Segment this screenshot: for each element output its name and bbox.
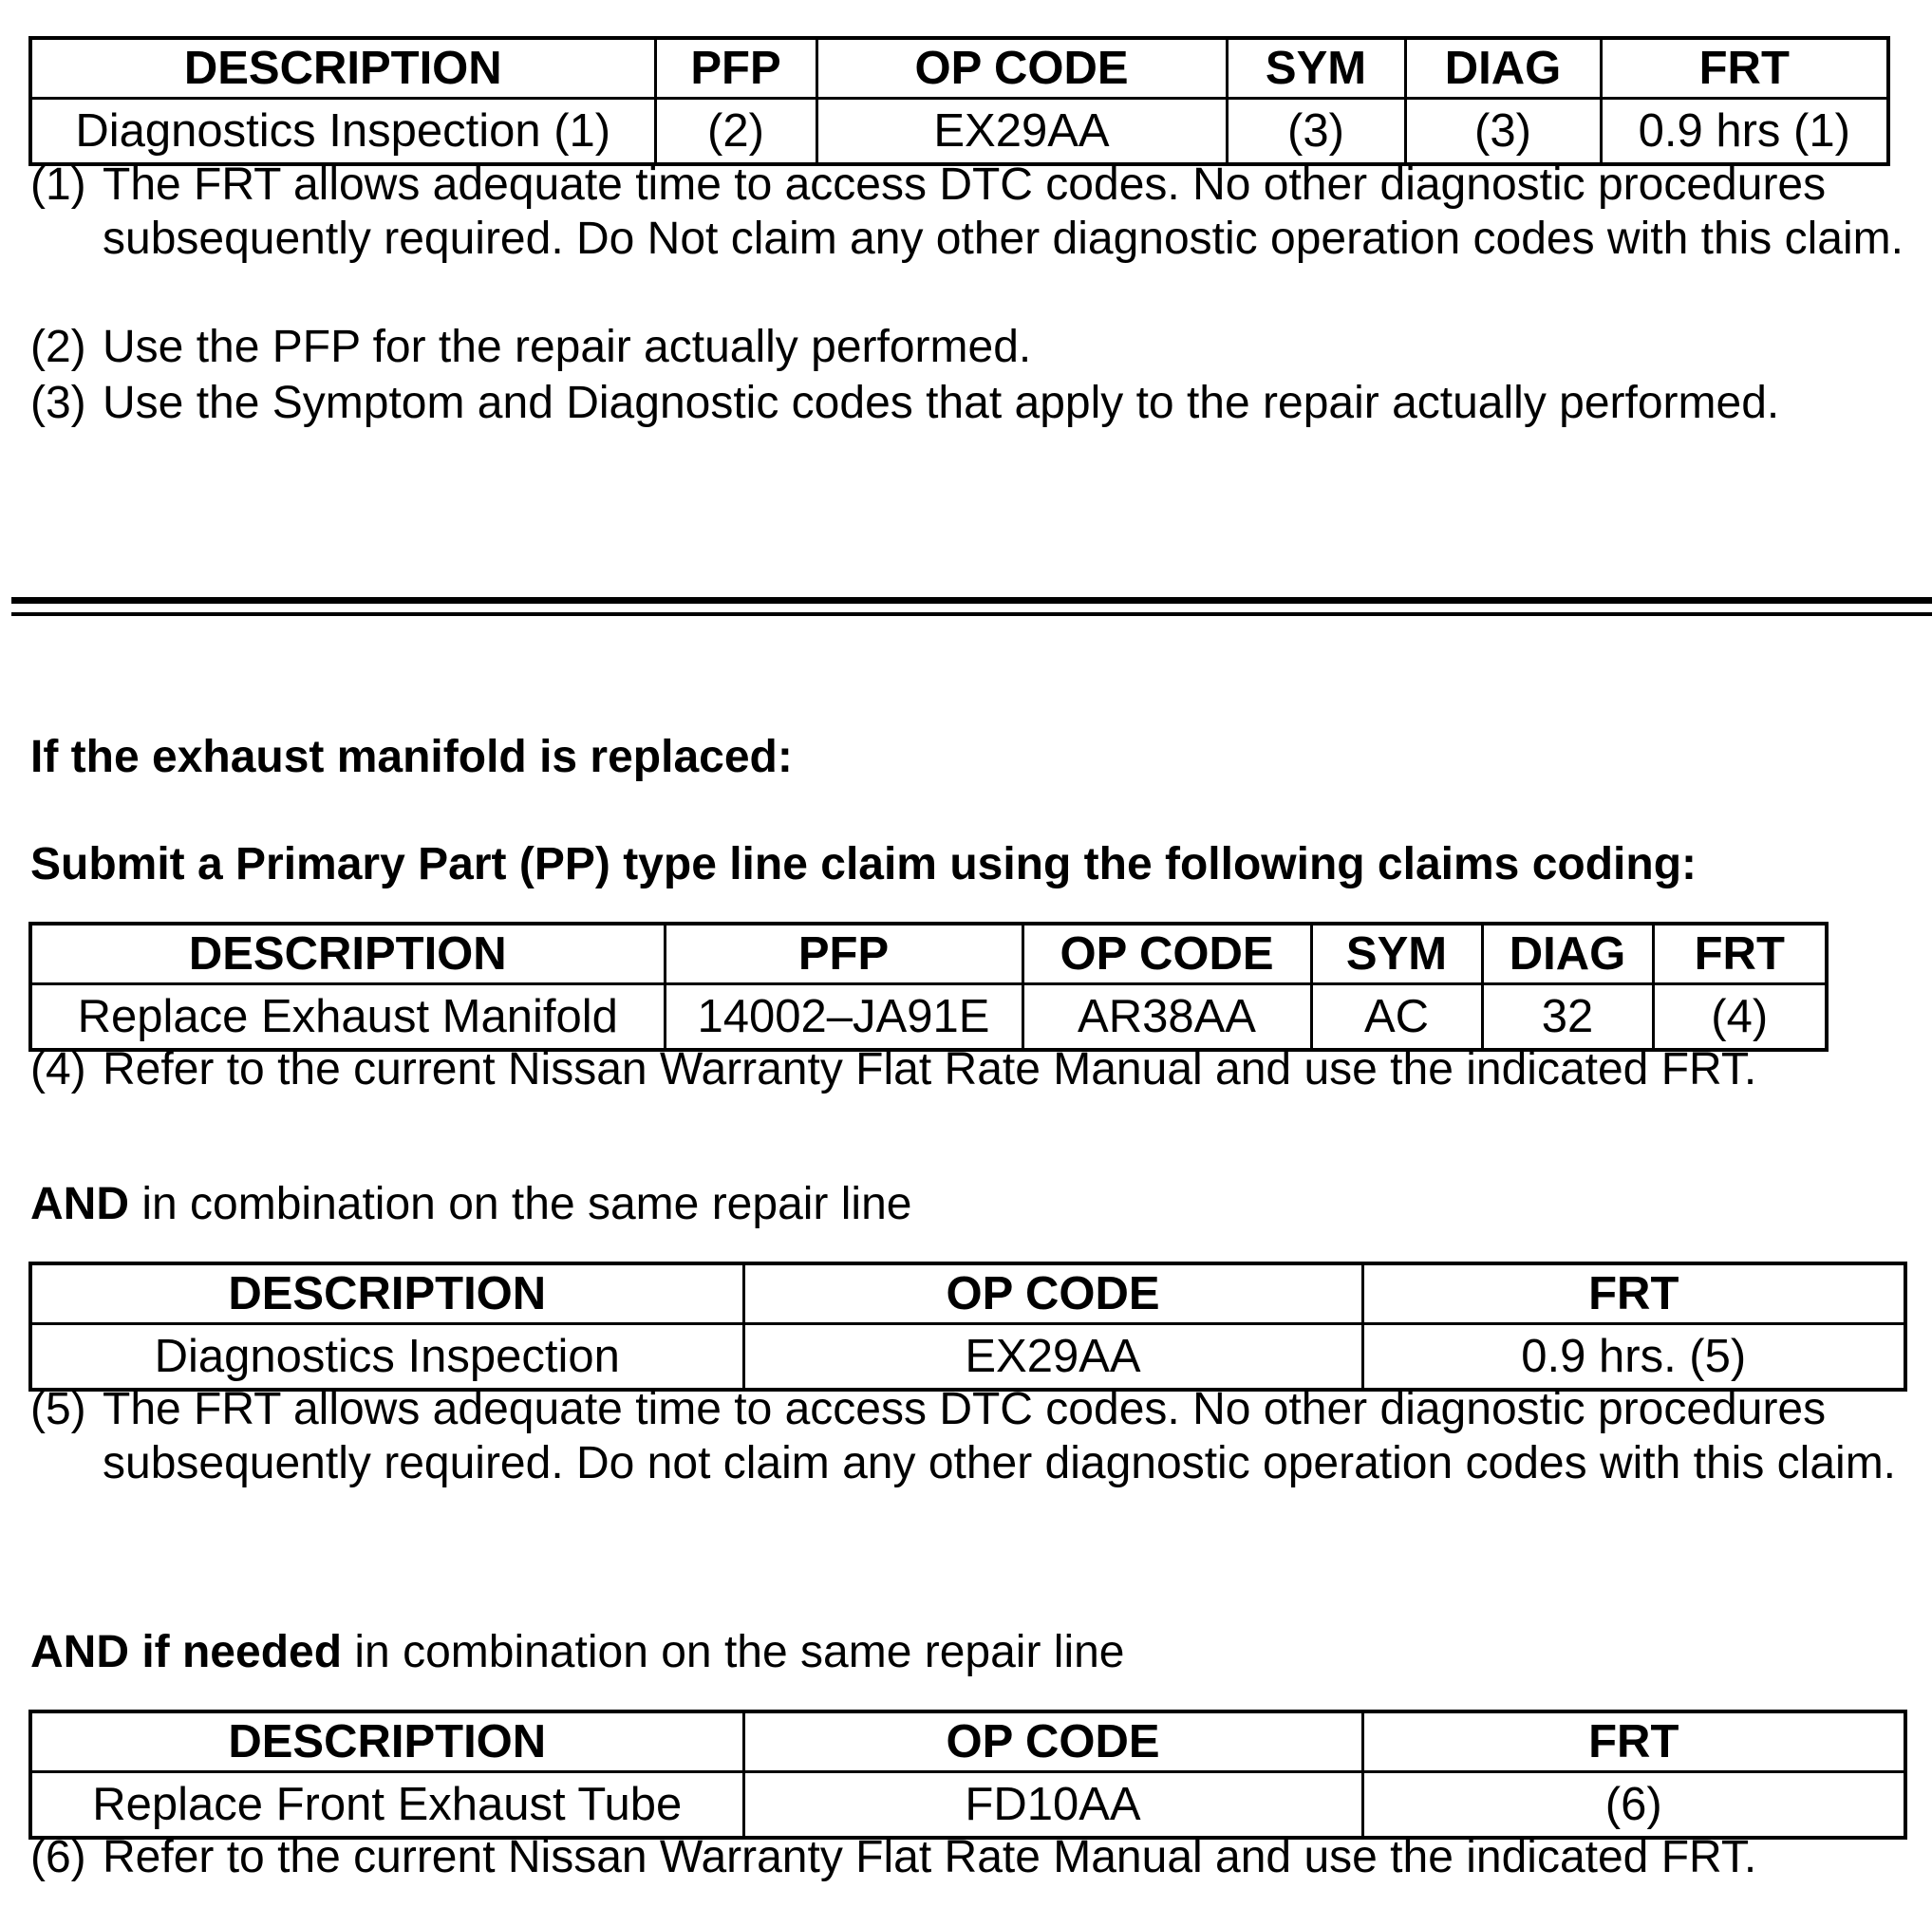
cell-sym: (3) <box>1227 99 1405 165</box>
header-sym: SYM <box>1311 924 1482 984</box>
combination-instruction <box>30 1177 911 1231</box>
cell-pfp: (2) <box>655 99 816 165</box>
claim-instruction: Submit a Primary Part (PP) type line claim using the following claims coding: <box>30 839 1697 889</box>
footnote-text: The FRT allows adequate time to access DTC codes. No other diagnostic procedures subsequently required. Do Not claim any other diagnostic operation codes with this claim. <box>103 159 1904 264</box>
header-sym: SYM <box>1227 38 1405 99</box>
cell-op-code: FD10AA <box>743 1772 1362 1839</box>
combination-text: in combination on the same repair line <box>342 1627 1125 1677</box>
table-header-row <box>30 38 1888 99</box>
combination-text: in combination on the same repair line <box>129 1179 912 1229</box>
footnote-text: The FRT allows adequate time to access DTC codes. No other diagnostic procedures subsequently required. Do not claim any other diagnostic operation codes with this claim. <box>103 1384 1897 1488</box>
footnote-5 <box>30 1382 1920 1490</box>
cell-description: Diagnostics Inspection (1) <box>30 99 655 165</box>
cell-diag: 32 <box>1482 984 1653 1051</box>
header-op-code: OP CODE <box>743 1263 1362 1324</box>
cell-sym: AC <box>1311 984 1482 1051</box>
cell-diag: (3) <box>1405 99 1601 165</box>
combination-keyword: AND <box>30 1179 129 1229</box>
exhaust-manifold-claim-table <box>28 922 1829 1052</box>
footnote-text: Use the Symptom and Diagnostic codes that apply to the repair actually performed. <box>103 378 1780 428</box>
cell-frt: 0.9 hrs (1) <box>1601 99 1888 165</box>
cell-description: Replace Front Exhaust Tube <box>30 1772 743 1839</box>
header-frt: FRT <box>1362 1263 1905 1324</box>
table-row <box>30 1772 1905 1839</box>
diagnostics-claim-table <box>28 36 1890 166</box>
header-frt: FRT <box>1653 924 1827 984</box>
footnote-text: Refer to the current Nissan Warranty Flat Rate Manual and use the indicated FRT. <box>103 1044 1757 1094</box>
table-row <box>30 99 1888 165</box>
cell-op-code: EX29AA <box>816 99 1227 165</box>
header-op-code: OP CODE <box>743 1711 1362 1772</box>
cell-frt: (4) <box>1653 984 1827 1051</box>
table-header-row <box>30 1711 1905 1772</box>
header-description: DESCRIPTION <box>30 1711 743 1772</box>
header-description: DESCRIPTION <box>30 924 665 984</box>
footnote-number: (2) <box>30 322 86 372</box>
diagnostics-combination-table <box>28 1262 1907 1392</box>
cell-frt: (6) <box>1362 1772 1905 1839</box>
cell-op-code: AR38AA <box>1022 984 1311 1051</box>
optional-combination-instruction <box>30 1625 1125 1679</box>
table-header-row <box>30 1263 1905 1324</box>
header-description: DESCRIPTION <box>30 1263 743 1324</box>
footnote-number: (4) <box>30 1044 86 1094</box>
footnote-3 <box>30 376 1920 430</box>
footnote-1 <box>30 158 1920 266</box>
header-diag: DIAG <box>1482 924 1653 984</box>
section-divider-bottom <box>11 612 1932 616</box>
footnote-number: (1) <box>30 159 86 210</box>
footnote-number: (3) <box>30 378 86 428</box>
section-divider-top <box>11 597 1932 604</box>
footnote-4 <box>30 1042 1920 1096</box>
cell-pfp: 14002–JA91E <box>665 984 1022 1051</box>
header-frt: FRT <box>1362 1711 1905 1772</box>
combination-keyword: AND if needed <box>30 1627 343 1677</box>
front-exhaust-tube-table <box>28 1710 1907 1840</box>
header-pfp: PFP <box>665 924 1022 984</box>
cell-op-code: EX29AA <box>743 1324 1362 1391</box>
cell-description: Diagnostics Inspection <box>30 1324 743 1391</box>
table-row <box>30 984 1827 1051</box>
header-description: DESCRIPTION <box>30 38 655 99</box>
footnote-text: Refer to the current Nissan Warranty Flat Rate Manual and use the indicated FRT. <box>103 1832 1757 1882</box>
table-row <box>30 1324 1905 1391</box>
header-op-code: OP CODE <box>816 38 1227 99</box>
footnote-2 <box>30 320 1920 374</box>
header-pfp: PFP <box>655 38 816 99</box>
cell-frt: 0.9 hrs. (5) <box>1362 1324 1905 1391</box>
footnote-text: Use the PFP for the repair actually performed. <box>103 322 1032 372</box>
header-diag: DIAG <box>1405 38 1601 99</box>
footnote-number: (6) <box>30 1832 86 1882</box>
footnote-number: (5) <box>30 1384 86 1434</box>
cell-description: Replace Exhaust Manifold <box>30 984 665 1051</box>
footnote-6 <box>30 1830 1920 1884</box>
table-header-row <box>30 924 1827 984</box>
section-heading: If the exhaust manifold is replaced: <box>30 732 793 782</box>
header-frt: FRT <box>1601 38 1888 99</box>
header-op-code: OP CODE <box>1022 924 1311 984</box>
